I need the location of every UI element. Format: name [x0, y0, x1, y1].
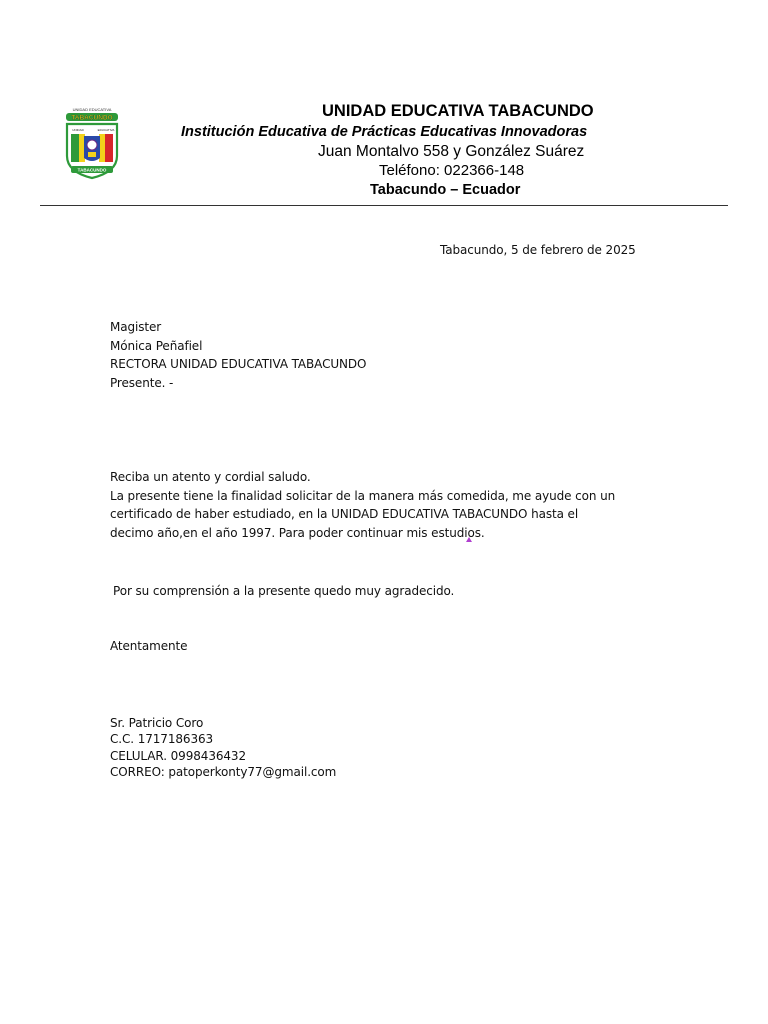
- institution-phone: Teléfono: 022366-148: [379, 162, 525, 179]
- letter-closing: Por su comprensión a la presente quedo muy agradecido.: [113, 584, 455, 598]
- body-line: Reciba un atento y cordial saludo.: [110, 470, 311, 484]
- addressee-block: [110, 318, 366, 392]
- header-divider: [40, 205, 728, 206]
- institution-subtitle: Institución Educativa de Prácticas Educativas Innovadoras: [181, 124, 588, 140]
- logo-bottom-text: TABACUNDO: [77, 167, 107, 173]
- addressee-line: Magister: [110, 320, 162, 334]
- letter-signoff: Atentamente: [110, 639, 188, 653]
- addressee-line: RECTORA UNIDAD EDUCATIVA TABACUNDO: [110, 357, 367, 371]
- institution-address: Juan Montalvo 558 y González Suárez: [318, 143, 585, 160]
- signature-line: Sr. Patricio Coro: [110, 716, 204, 730]
- addressee-line: Presente. -: [110, 375, 174, 390]
- letter-body: [110, 468, 615, 542]
- letter-date: Tabacundo, 5 de febrero de 2025: [440, 243, 636, 257]
- addressee-line: Mónica Peñafiel: [110, 338, 203, 353]
- signature-line: CORREO: patoperkonty77@gmail.com: [110, 764, 337, 779]
- body-line: decimo año,en el año 1997. Para poder continuar mis estudios.: [110, 525, 485, 540]
- institution-name: UNIDAD EDUCATIVA TABACUNDO: [322, 102, 594, 120]
- signature-block: [110, 715, 336, 780]
- signature-line: C.C. 1717186363: [110, 732, 214, 747]
- body-line: certificado de haber estudiado, en la UNIDAD EDUCATIVA TABACUNDO hasta el: [110, 507, 579, 521]
- school-crest-logo: [61, 106, 123, 182]
- text-cursor-marker: [466, 537, 472, 542]
- institution-city: Tabacundo – Ecuador: [370, 182, 521, 198]
- logo-shield-left-text: UNIDAD: [72, 128, 84, 132]
- body-line: La presente tiene la finalidad solicitar de la manera más comedida, me ayude con un: [110, 488, 616, 503]
- logo-top-text: UNIDAD EDUCATIVA: [72, 107, 112, 112]
- logo-banner-text: TABACUNDO: [71, 114, 113, 122]
- logo-shield-right-text: EDUCATIVA: [97, 128, 115, 132]
- signature-line: CELULAR. 0998436432: [110, 748, 246, 763]
